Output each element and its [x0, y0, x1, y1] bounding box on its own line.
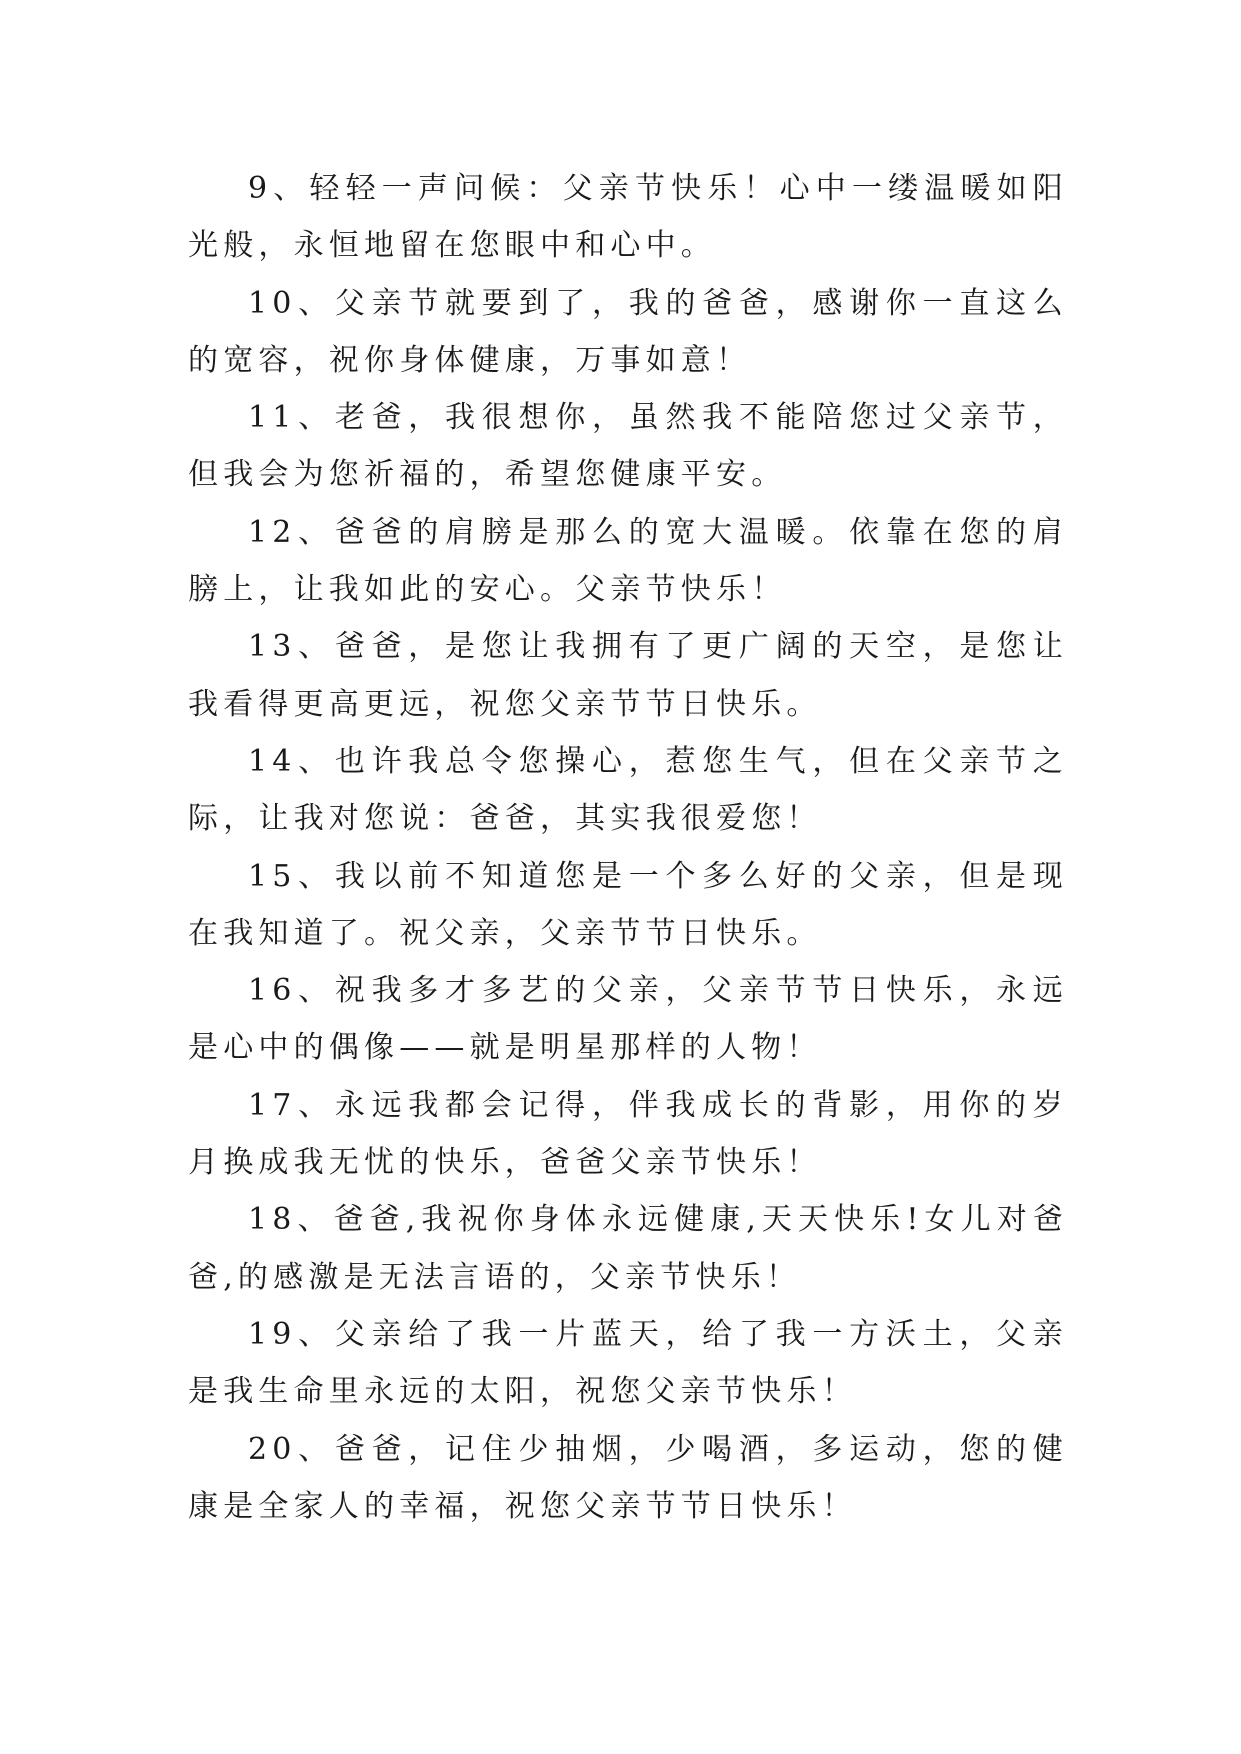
document-body: [188, 160, 1068, 1535]
paragraph-12: 12、爸爸的肩膀是那么的宽大温暖。依靠在您的肩膀上，让我如此的安心。父亲节快乐！: [188, 514, 1068, 608]
paragraph-17: 17、永远我都会记得，伴我成长的背影，用你的岁月换成我无忧的快乐，爸爸父亲节快乐！: [188, 1087, 1068, 1181]
paragraph-15: 15、我以前不知道您是一个多么好的父亲，但是现在我知道了。祝父亲，父亲节节日快乐。: [188, 858, 1068, 951]
paragraph-14: 14、也许我总令您操心，惹您生气，但在父亲节之际，让我对您说：爸爸，其实我很爱您！: [188, 743, 1068, 837]
paragraph-13: 13、爸爸，是您让我拥有了更广阔的天空，是您让我看得更高更远，祝您父亲节节日快乐。: [188, 629, 1068, 722]
paragraph-9: 9、轻轻一声问候：父亲节快乐！心中一缕温暖如阳光般，永恒地留在您眼中和心中。: [188, 171, 1068, 264]
paragraph-18: 18、爸爸,我祝你身体永远健康,天天快乐!女儿对爸爸,的感激是无法言语的，父亲节快乐！: [188, 1202, 1068, 1295]
paragraph-19: 19、父亲给了我一片蓝天，给了我一方沃土，父亲是我生命里永远的太阳，祝您父亲节快乐！: [188, 1316, 1068, 1410]
paragraph-10: 10、父亲节就要到了，我的爸爸，感谢你一直这么的宽容，祝你身体健康，万事如意！: [188, 285, 1068, 378]
paragraph-11: 11、老爸，我很想你，虽然我不能陪您过父亲节，但我会为您祈福的，希望您健康平安。: [188, 400, 1068, 493]
paragraph-20: 20、爸爸，记住少抽烟，少喝酒，多运动，您的健康是全家人的幸福，祝您父亲节节日快乐！: [188, 1431, 1068, 1524]
paragraph-16: 16、祝我多才多艺的父亲，父亲节节日快乐，永远是心中的偶像——就是明星那样的人物！: [188, 973, 1068, 1066]
